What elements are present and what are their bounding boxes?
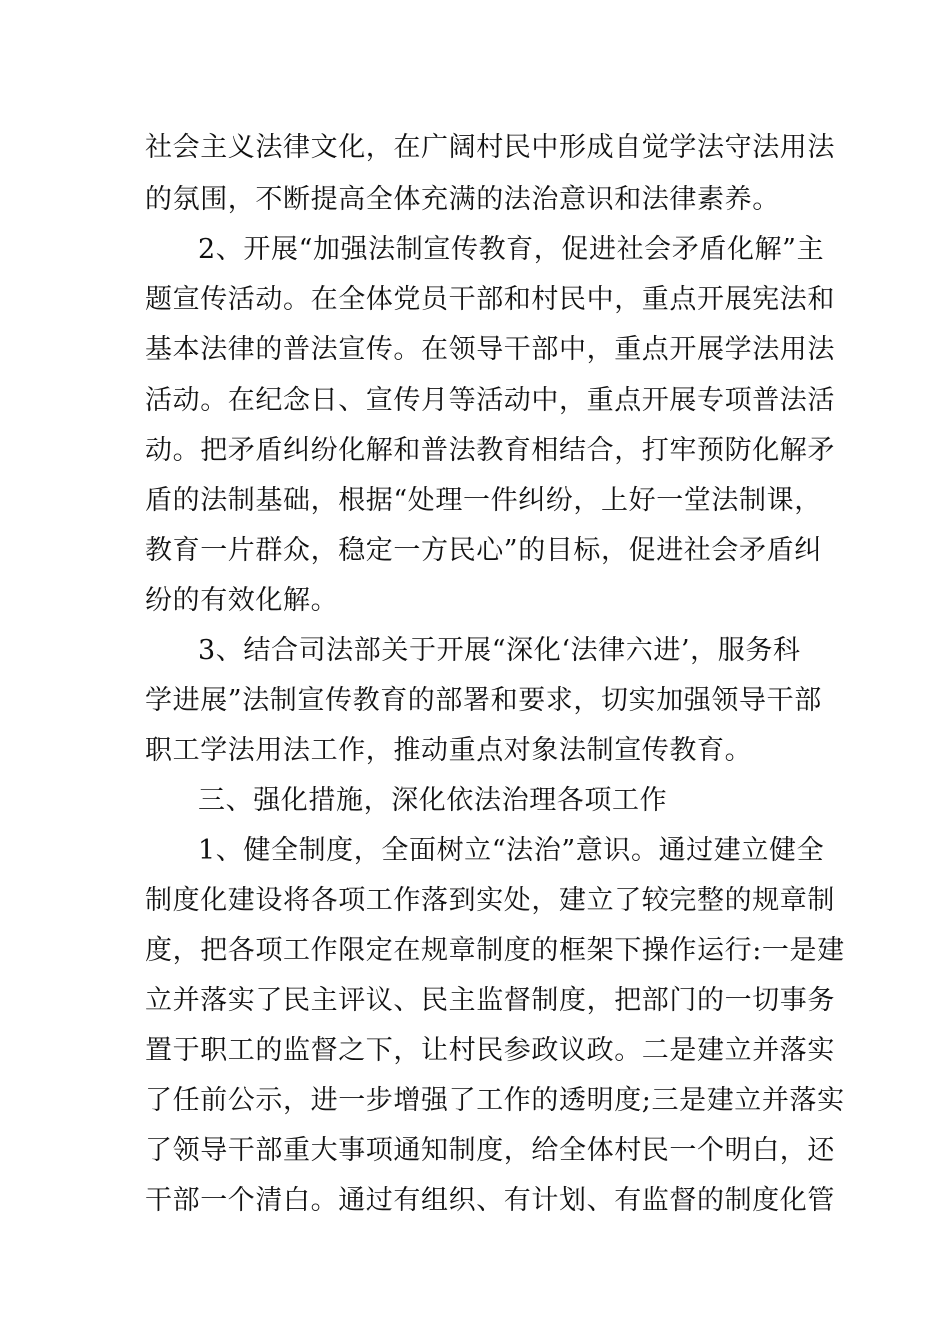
text-line: 的氛围，不断提高全体充满的法治意识和法律素养。 (145, 184, 780, 215)
text-line: 置于职工的监督之下，让村民参政议政。二是建立并落实 (145, 1035, 835, 1066)
text-line: 制度化建设将各项工作落到实处，建立了较完整的规章制 (145, 885, 835, 916)
text-line: 题宣传活动。在全体党员干部和村民中，重点开展宪法和 (145, 284, 835, 315)
paragraph-start-line: 3、结合司法部关于开展“深化‘法律六进’，服务科 (198, 635, 801, 666)
text-line: 纷的有效化解。 (145, 585, 339, 616)
text-line: 立并落实了民主评议、民主监督制度，把部门的一切事务 (145, 985, 835, 1016)
text-line: 动。把矛盾纠纷化解和普法教育相结合，打牢预防化解矛 (145, 435, 835, 466)
text-line: 了领导干部重大事项通知制度，给全体村民一个明白，还 (145, 1135, 835, 1166)
text-line: 盾的法制基础，根据“处理一件纠纷，上好一堂法制课， (145, 485, 822, 516)
text-line: 职工学法用法工作，推动重点对象法制宣传教育。 (145, 735, 753, 766)
text-line: 度，把各项工作限定在规章制度的框架下操作运行:一是建 (145, 935, 845, 966)
text-line: 教育一片群众，稳定一方民心”的目标，促进社会矛盾纠 (145, 535, 822, 566)
text-line: 干部一个清白。通过有组织、有计划、有监督的制度化管 (145, 1185, 835, 1216)
text-line: 学进展”法制宣传教育的部署和要求，切实加强领导干部 (145, 685, 822, 716)
text-line: 基本法律的普法宣传。在领导干部中，重点开展学法用法 (145, 334, 835, 365)
text-line: 了任前公示，进一步增强了工作的透明度;三是建立并落实 (145, 1085, 845, 1116)
paragraph-start-line: 1、健全制度，全面树立“法治”意识。通过建立健全 (198, 835, 825, 866)
text-line: 社会主义法律文化，在广阔村民中形成自觉学法守法用法 (145, 132, 835, 163)
section-heading: 三、强化措施，深化依法治理各项工作 (198, 785, 668, 816)
paragraph-start-line: 2、开展“加强法制宣传教育，促进社会矛盾化解”主 (198, 234, 825, 265)
text-line: 活动。在纪念日、宣传月等活动中，重点开展专项普法活 (145, 385, 835, 416)
